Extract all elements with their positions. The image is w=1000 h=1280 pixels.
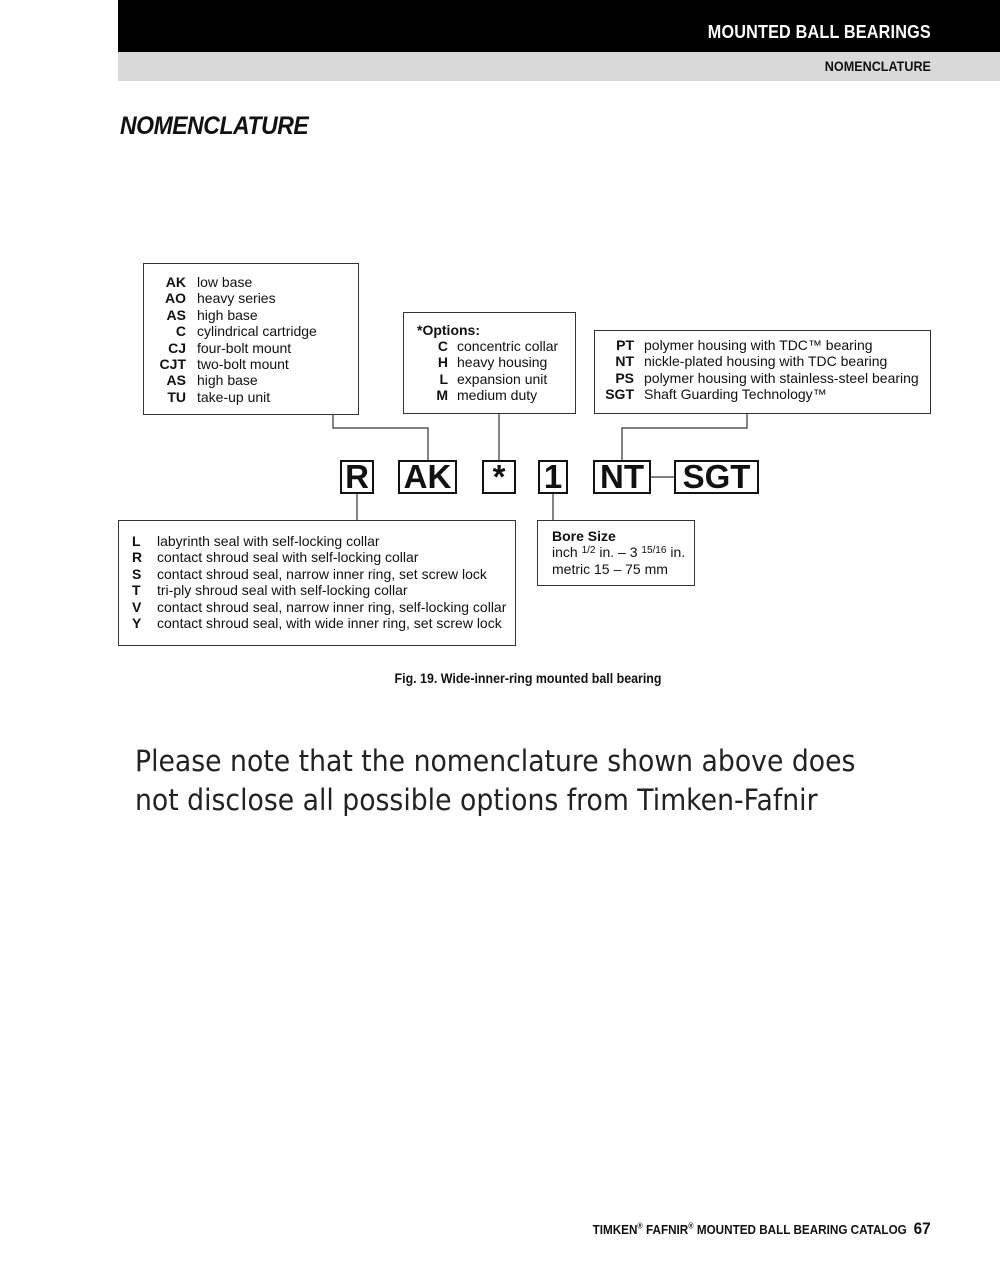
seal-code: R [132,549,143,566]
bore-inch-min: 1/2 [581,545,596,556]
footer-catalog-name: MOUNTED BALL BEARING CATALOG [697,1222,908,1237]
option-desc: medium duty [457,387,538,404]
options-list [414,338,558,404]
mount-code: AS [166,372,186,389]
bore-inch-range [552,544,685,560]
seal-desc: contact shroud seal, with wide inner ring, set screw lock [157,615,502,632]
suffix-code: PT [616,337,634,353]
nomenclature-note: Please note that the nomenclature shown above does not disclose all possible options from Timken-Fafnir [135,744,856,817]
bore-inch-max-frac: 15/16 [641,545,667,556]
mount-desc: four-bolt mount [197,339,292,356]
suffix-code: NT [615,353,634,370]
suffix-list [601,337,919,403]
seal-desc: contact shroud seal with self-locking collar [157,549,419,566]
options-box [403,312,576,414]
mount-code: CJ [168,339,186,356]
mount-desc: two-bolt mount [197,356,289,373]
mount-code: AK [165,274,186,290]
bore-inch-prefix: inch [552,544,578,560]
suffix-code: PS [615,369,634,386]
mount-type-list [148,274,317,405]
code-part-mount: AK [398,460,457,494]
connector-suffix [622,414,747,460]
mount-code: AS [166,306,186,323]
seal-type-list [132,533,506,631]
seal-desc: contact shroud seal, narrow inner ring, self-locking collar [157,598,507,615]
option-code: C [437,338,448,354]
seal-code: T [132,582,141,599]
mount-code: AO [165,290,186,307]
seal-code: S [132,565,142,582]
mount-desc: high base [197,306,258,323]
bore-size-box [537,520,695,586]
mount-desc: take-up unit [197,388,271,405]
mount-code: CJT [159,356,186,373]
seal-code: L [132,533,141,549]
footer-brand-timken: TIMKEN [592,1222,638,1237]
suffix-desc: Shaft Guarding Technology™ [644,386,827,403]
footer-brand-fafnir: FAFNIR [646,1222,689,1237]
option-code: M [436,387,448,404]
mount-code: C [175,323,186,340]
suffix-box [594,330,931,414]
code-part-bore: 1 [538,460,568,494]
seal-desc: contact shroud seal, narrow inner ring, set screw lock [157,565,487,582]
mount-desc: low base [197,274,253,290]
bore-inch-unit2: in. [670,544,686,560]
suffix-code: SGT [605,386,634,403]
page-title: NOMENCLATURE [120,112,309,140]
seal-type-box [118,520,516,646]
option-code: H [437,354,448,371]
seal-code: V [132,598,142,615]
mount-desc: heavy series [197,290,276,307]
connector-mount [333,415,428,460]
code-part-suffix: NT [593,460,651,494]
section-title: MOUNTED BALL BEARINGS [707,22,931,42]
seal-desc: tri-ply shroud seal with self-locking collar [157,582,408,599]
suffix-desc: polymer housing with stainless-steel bearing [644,369,919,386]
seal-desc: labyrinth seal with self-locking collar [157,533,380,549]
figure-caption: Fig. 19. Wide-inner-ring mounted ball bearing [394,671,662,686]
option-desc: concentric collar [457,338,559,354]
bore-heading: Bore Size [552,528,616,544]
bore-inch-unit1: in. – 3 [599,544,638,560]
mount-desc: high base [197,372,258,389]
mount-type-box [143,263,359,415]
mount-desc: cylindrical cartridge [197,323,317,340]
code-part-options: * [482,460,516,494]
option-desc: heavy housing [457,354,548,371]
code-part-seal: R [340,460,374,494]
page-footer: TIMKEN® FAFNIR® MOUNTED BALL BEARING CATALOG 67 [592,1219,931,1238]
mount-code: TU [167,388,186,405]
code-part-sgt: SGT [674,460,759,494]
suffix-desc: polymer housing with TDC™ bearing [644,337,873,353]
options-heading: *Options: [417,322,480,338]
seal-code: Y [132,615,142,632]
bore-metric-range: metric 15 – 75 mm [552,561,668,577]
option-desc: expansion unit [457,370,548,387]
subsection-title: NOMENCLATURE [824,58,931,74]
suffix-desc: nickle-plated housing with TDC bearing [644,353,888,370]
option-code: L [439,370,448,387]
page-number: 67 [913,1219,931,1238]
